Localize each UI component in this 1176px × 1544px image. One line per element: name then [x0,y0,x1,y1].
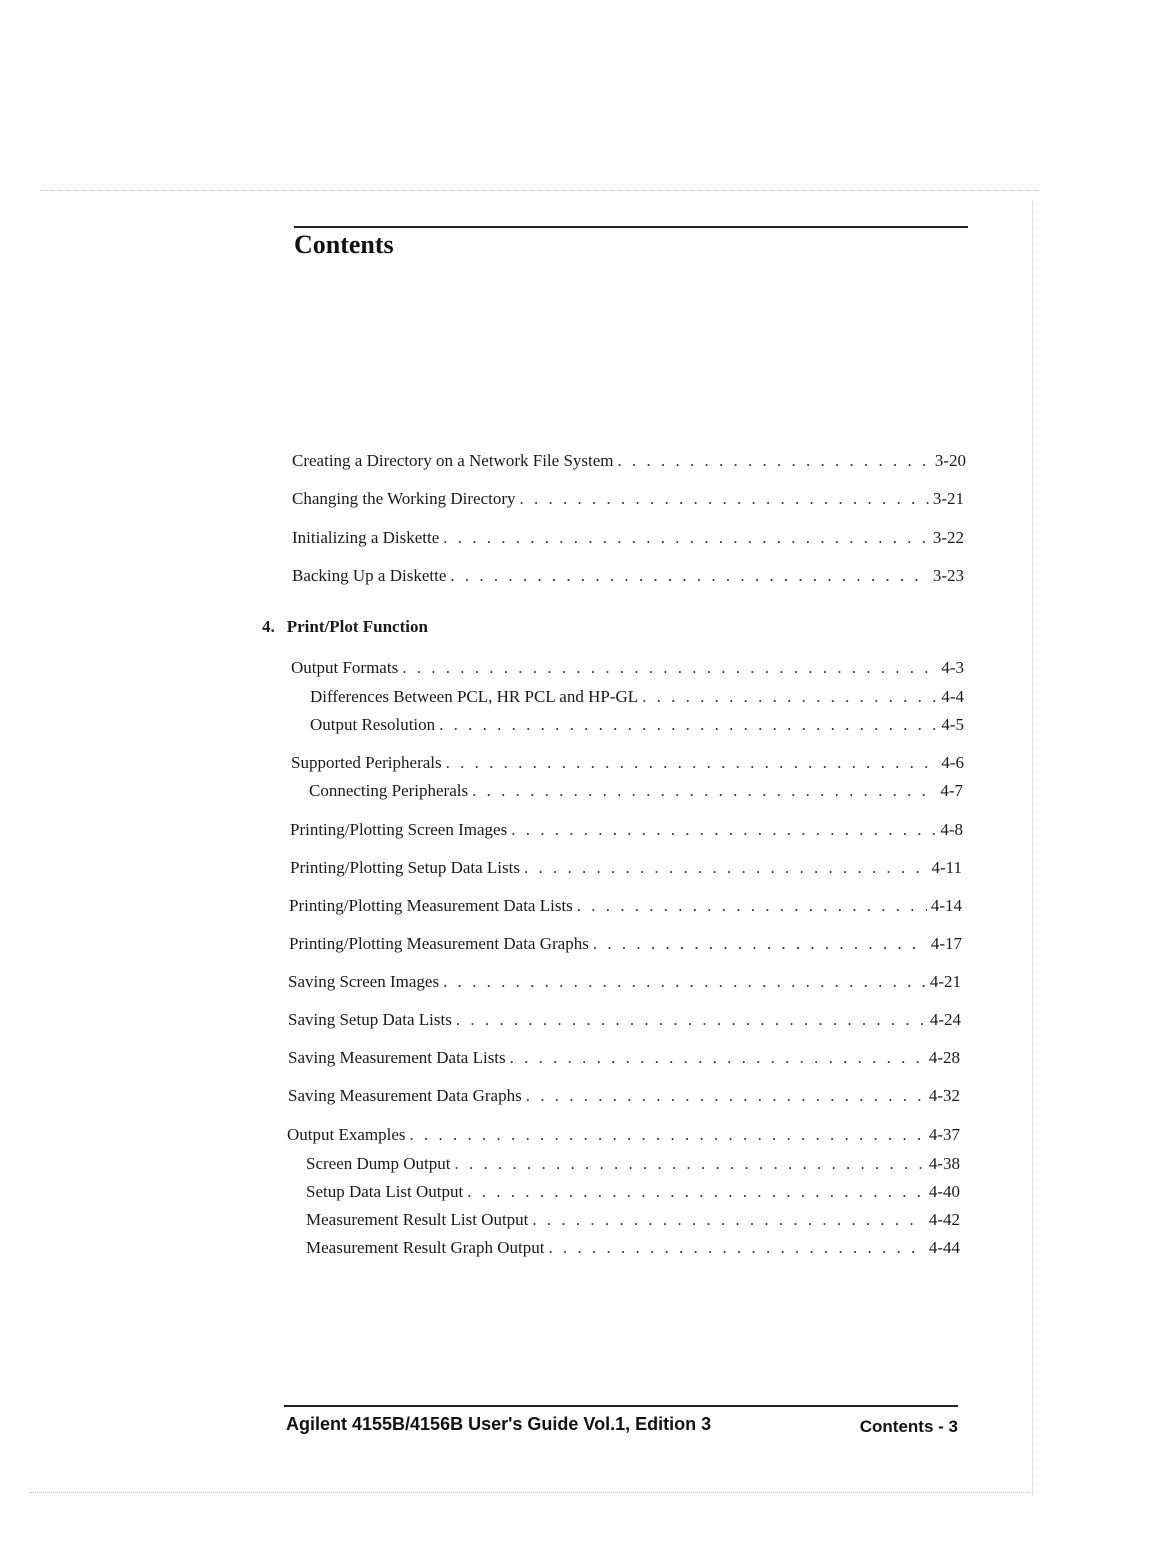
toc-entry-label: Measurement Result Graph Output [306,1238,545,1257]
toc-entry[interactable] [290,819,963,841]
toc-entry-label: Output Formats [291,658,399,677]
toc-subentry[interactable] [306,1209,960,1231]
toc-entry-page: 3-20 [934,451,966,470]
toc-leader-dots [593,933,927,955]
toc-leader-dots [642,686,937,708]
toc-entry[interactable] [290,857,962,879]
toc-entry[interactable] [288,1085,960,1107]
toc-leader-dots [548,1237,924,1259]
toc-entry-page: 3-21 [932,489,964,508]
toc-subentry[interactable] [306,1181,960,1203]
toc-leader-dots [443,527,929,549]
footer-document-title: Agilent 4155B/4156B User's Guide Vol.1, Edition 3 [286,1414,712,1434]
toc-leader-dots [520,488,929,510]
toc-entry-label: Printing/Plotting Measurement Data Lists [289,896,573,915]
toc-entry[interactable] [292,488,964,510]
toc-entry[interactable] [289,895,962,917]
chapter-number: 4. [262,617,275,636]
toc-entry-page: 4-5 [941,715,964,734]
toc-entry[interactable] [292,450,966,472]
toc-leader-dots [467,1181,925,1203]
toc-subentry[interactable] [310,686,964,708]
toc-entry-page: 4-38 [928,1154,960,1173]
toc-leader-dots [439,714,937,736]
toc-entry-label: Connecting Peripherals [309,781,469,800]
toc-leader-dots [511,819,936,841]
toc-entry-page: 4-3 [941,658,964,677]
toc-entry-label: Saving Measurement Data Graphs [288,1086,522,1105]
toc-entry-label: Changing the Working Directory [292,489,516,508]
toc-entry-page: 4-37 [928,1125,960,1144]
toc-subentry[interactable] [310,714,964,736]
toc-entry-label: Saving Measurement Data Lists [288,1048,506,1067]
toc-entry-page: 4-24 [929,1010,961,1029]
toc-entry-label: Printing/Plotting Setup Data Lists [290,858,520,877]
toc-entry[interactable] [288,1009,961,1031]
toc-entry[interactable] [292,527,964,549]
toc-entry-page: 3-23 [932,566,964,585]
toc-entry-page: 4-44 [928,1238,960,1257]
toc-entry-label: Output Resolution [310,715,436,734]
toc-entry-page: 4-6 [941,753,964,772]
toc-entry-label: Measurement Result List Output [306,1210,529,1229]
toc-entry-page: 4-7 [940,781,963,800]
chapter-heading[interactable] [262,617,428,637]
toc-entry-page: 4-42 [928,1210,960,1229]
toc-leader-dots [577,895,927,917]
toc-entry-page: 4-11 [931,858,962,877]
toc-leader-dots [526,1085,925,1107]
toc-leader-dots [472,780,936,802]
toc-entry-page: 4-21 [929,972,961,991]
toc-subentry[interactable] [306,1153,960,1175]
toc-leader-dots [532,1209,924,1231]
toc-leader-dots [524,857,927,879]
toc-entry-label: Output Examples [287,1125,406,1144]
toc-entry-page: 4-40 [928,1182,960,1201]
toc-entry-page: 4-17 [930,934,962,953]
toc-entry-label: Supported Peripherals [291,753,442,772]
toc-entry-label: Differences Between PCL, HR PCL and HP-GL [310,687,639,706]
toc-entry-label: Saving Screen Images [288,972,440,991]
toc-entry-label: Printing/Plotting Measurement Data Graphs [289,934,589,953]
toc-entry[interactable] [288,971,961,993]
toc-entry-page: 4-32 [928,1086,960,1105]
toc-entry-page: 3-22 [932,528,964,547]
toc-entry-label: Screen Dump Output [306,1154,451,1173]
toc-leader-dots [410,1124,925,1146]
toc-leader-dots [443,971,926,993]
toc-entry[interactable] [287,1124,960,1146]
footer-page-number: Contents - 3 [859,1417,958,1436]
toc-leader-dots [402,657,937,679]
toc-entry[interactable] [291,752,964,774]
toc-entry-page: 4-14 [930,896,962,915]
toc-entry-page: 4-8 [940,820,963,839]
toc-entry-label: Printing/Plotting Screen Images [290,820,508,839]
toc-leader-dots [450,565,928,587]
toc-entry-label: Saving Setup Data Lists [288,1010,452,1029]
toc-entry-page: 4-4 [941,687,964,706]
toc-subentry[interactable] [309,780,963,802]
toc-entry-label: Setup Data List Output [306,1182,464,1201]
toc-leader-dots [456,1009,926,1031]
toc-entry-label: Creating a Directory on a Network File System [292,451,614,470]
toc-entry[interactable] [291,657,964,679]
toc-leader-dots [510,1047,925,1069]
toc-entry[interactable] [288,1047,960,1069]
toc-entry[interactable] [292,565,964,587]
toc-entry-label: Initializing a Diskette [292,528,440,547]
chapter-title: Print/Plot Function [286,617,428,636]
toc-entry-page: 4-28 [928,1048,960,1067]
toc-entry-label: Backing Up a Diskette [292,566,447,585]
footer-rule [284,1405,958,1407]
toc-leader-dots [454,1153,924,1175]
toc-leader-dots [618,450,931,472]
page-title: Contents [294,230,394,259]
toc-subentry[interactable] [306,1237,960,1259]
toc-entry[interactable] [289,933,962,955]
toc-leader-dots [446,752,938,774]
